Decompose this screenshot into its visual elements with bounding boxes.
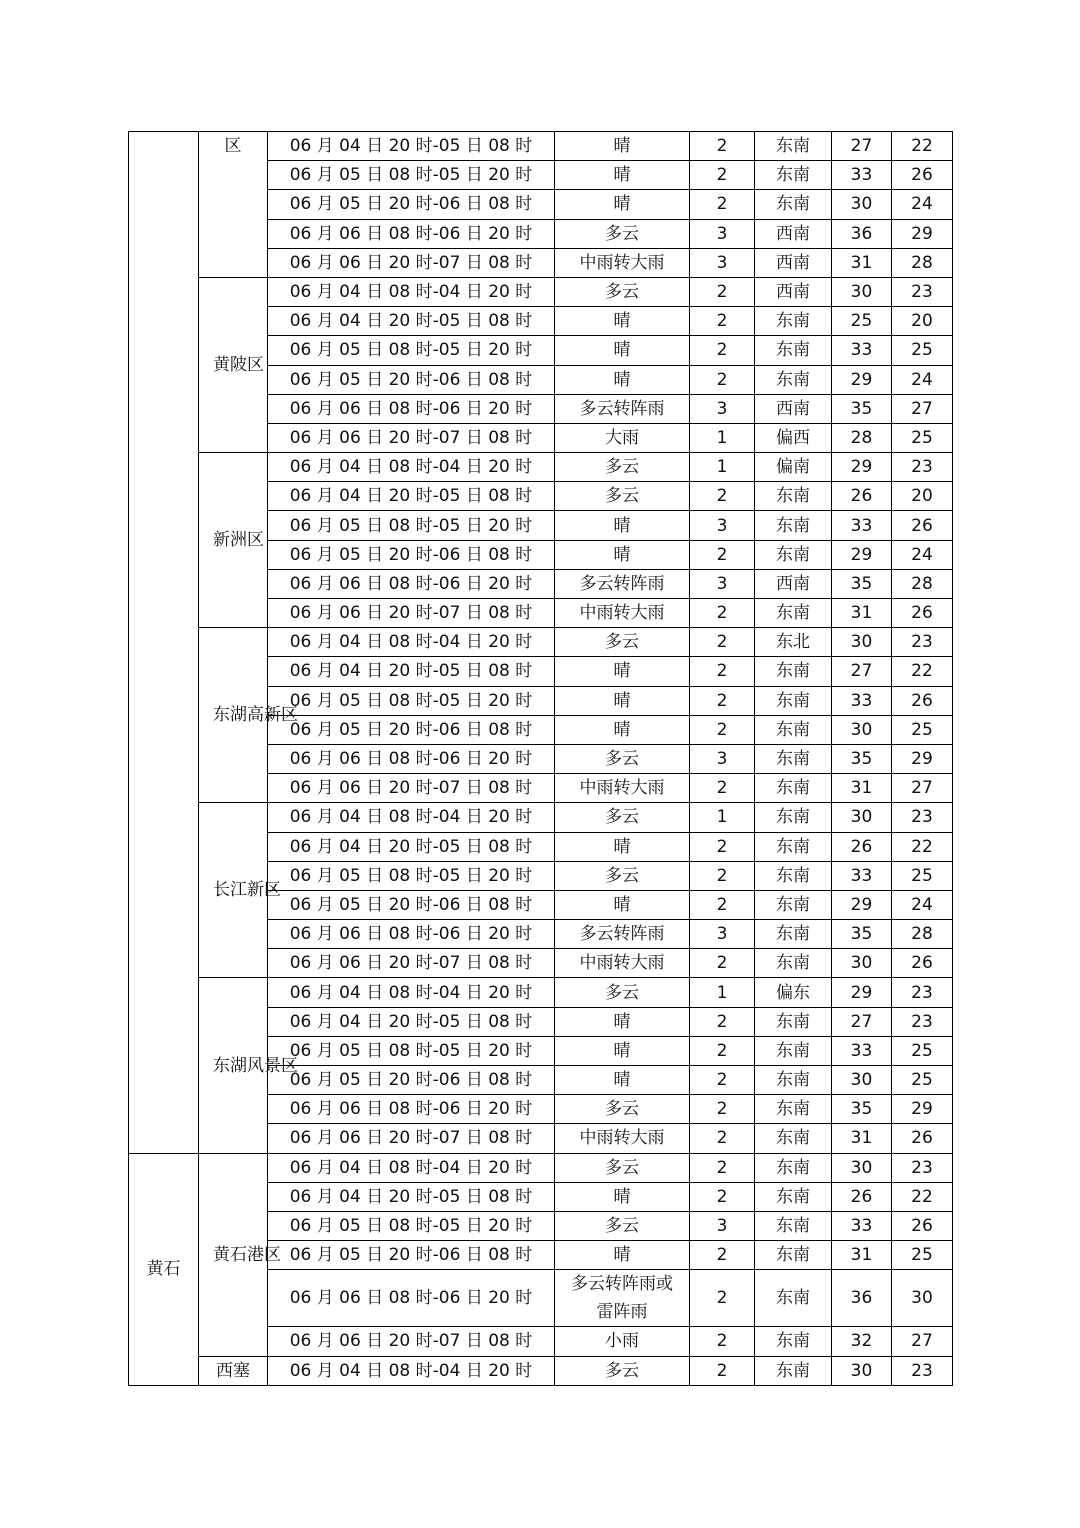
max-temp-cell: 35 [832, 920, 892, 949]
wind-level-cell: 2 [690, 657, 755, 686]
wind-direction-cell: 东南 [755, 832, 832, 861]
period-cell: 06 月 04 日 08 时-04 日 20 时 [268, 1356, 555, 1385]
min-temp-cell: 27 [892, 1327, 953, 1356]
period-cell: 06 月 06 日 08 时-06 日 20 时 [268, 1095, 555, 1124]
wind-direction-cell: 东南 [755, 1241, 832, 1270]
max-temp-cell: 33 [832, 686, 892, 715]
max-temp-cell: 29 [832, 540, 892, 569]
period-cell: 06 月 04 日 20 时-05 日 08 时 [268, 832, 555, 861]
wind-level-cell: 2 [690, 599, 755, 628]
min-temp-cell: 28 [892, 248, 953, 277]
period-cell: 06 月 06 日 08 时-06 日 20 时 [268, 219, 555, 248]
min-temp-cell: 25 [892, 1036, 953, 1065]
weather-cell: 晴 [555, 161, 690, 190]
period-cell: 06 月 05 日 20 时-06 日 08 时 [268, 1241, 555, 1270]
period-cell: 06 月 05 日 08 时-05 日 20 时 [268, 1211, 555, 1240]
wind-level-cell: 2 [690, 1270, 755, 1327]
weather-cell: 大雨 [555, 423, 690, 452]
forecast-table-body [129, 132, 953, 1386]
wind-level-cell: 2 [690, 686, 755, 715]
min-temp-cell: 27 [892, 774, 953, 803]
wind-level-cell: 2 [690, 132, 755, 161]
weather-cell: 多云 [555, 978, 690, 1007]
wind-level-cell: 1 [690, 978, 755, 1007]
period-cell: 06 月 04 日 20 时-05 日 08 时 [268, 1007, 555, 1036]
max-temp-cell: 29 [832, 453, 892, 482]
min-temp-cell: 27 [892, 394, 953, 423]
period-cell: 06 月 06 日 08 时-06 日 20 时 [268, 920, 555, 949]
max-temp-cell: 30 [832, 715, 892, 744]
wind-direction-cell: 东南 [755, 132, 832, 161]
weather-cell: 晴 [555, 1182, 690, 1211]
district-name: 长江新区 [213, 880, 281, 901]
weather-cell: 多云 [555, 744, 690, 773]
weather-cell: 晴 [555, 686, 690, 715]
min-temp-cell: 22 [892, 132, 953, 161]
weather-cell: 多云 [555, 1153, 690, 1182]
district-name: 黄陂区 [213, 355, 264, 375]
period-cell: 06 月 06 日 20 时-07 日 08 时 [268, 1124, 555, 1153]
period-cell: 06 月 05 日 20 时-06 日 08 时 [268, 365, 555, 394]
wind-direction-cell: 西南 [755, 219, 832, 248]
period-cell: 06 月 04 日 20 时-05 日 08 时 [268, 1182, 555, 1211]
weather-cell: 多云 [555, 482, 690, 511]
weather-cell: 晴 [555, 1066, 690, 1095]
wind-level-cell: 3 [690, 1211, 755, 1240]
weather-cell: 多云 [555, 1095, 690, 1124]
period-cell: 06 月 05 日 20 时-06 日 08 时 [268, 890, 555, 919]
weather-cell: 多云 [555, 628, 690, 657]
max-temp-cell: 31 [832, 774, 892, 803]
period-cell: 06 月 04 日 08 时-04 日 20 时 [268, 1153, 555, 1182]
min-temp-cell: 24 [892, 540, 953, 569]
weather-cell: 晴 [555, 540, 690, 569]
period-cell: 06 月 06 日 20 时-07 日 08 时 [268, 423, 555, 452]
wind-direction-cell: 东南 [755, 1182, 832, 1211]
min-temp-cell: 25 [892, 861, 953, 890]
wind-direction-cell: 偏南 [755, 453, 832, 482]
wind-level-cell: 1 [690, 423, 755, 452]
wind-level-cell: 2 [690, 890, 755, 919]
min-temp-cell: 25 [892, 1066, 953, 1095]
min-temp-cell: 22 [892, 832, 953, 861]
min-temp-cell: 28 [892, 569, 953, 598]
weather-cell: 晴 [555, 1036, 690, 1065]
wind-direction-cell: 东南 [755, 1211, 832, 1240]
wind-level-cell: 2 [690, 715, 755, 744]
min-temp-cell: 26 [892, 686, 953, 715]
period-cell: 06 月 04 日 20 时-05 日 08 时 [268, 132, 555, 161]
wind-level-cell: 1 [690, 803, 755, 832]
district-name: 新洲区 [213, 530, 264, 551]
period-cell: 06 月 05 日 08 时-05 日 20 时 [268, 1036, 555, 1065]
district-cell [199, 277, 268, 452]
table-row [129, 803, 953, 832]
wind-direction-cell: 东南 [755, 1036, 832, 1065]
max-temp-cell: 31 [832, 1124, 892, 1153]
wind-direction-cell: 东南 [755, 161, 832, 190]
period-cell: 06 月 06 日 08 时-06 日 20 时 [268, 394, 555, 423]
weather-cell: 晴 [555, 336, 690, 365]
wind-level-cell: 3 [690, 219, 755, 248]
weather-cell: 晴 [555, 511, 690, 540]
weather-cell: 中雨转大雨 [555, 1124, 690, 1153]
period-cell: 06 月 05 日 08 时-05 日 20 时 [268, 336, 555, 365]
wind-direction-cell: 东南 [755, 1066, 832, 1095]
max-temp-cell: 31 [832, 248, 892, 277]
min-temp-cell: 25 [892, 336, 953, 365]
wind-level-cell: 3 [690, 920, 755, 949]
min-temp-cell: 23 [892, 628, 953, 657]
table-row [129, 132, 953, 161]
weather-cell: 中雨转大雨 [555, 248, 690, 277]
min-temp-cell: 29 [892, 1095, 953, 1124]
period-cell: 06 月 06 日 20 时-07 日 08 时 [268, 774, 555, 803]
min-temp-cell: 22 [892, 657, 953, 686]
min-temp-cell: 26 [892, 511, 953, 540]
max-temp-cell: 29 [832, 365, 892, 394]
wind-direction-cell: 东南 [755, 336, 832, 365]
weather-cell: 中雨转大雨 [555, 949, 690, 978]
wind-direction-cell: 东南 [755, 1356, 832, 1385]
period-cell: 06 月 04 日 08 时-04 日 20 时 [268, 978, 555, 1007]
period-cell: 06 月 04 日 20 时-05 日 08 时 [268, 307, 555, 336]
district-cell [199, 978, 298, 1153]
weather-cell: 多云转阵雨或 雷阵雨 [555, 1270, 690, 1327]
wind-level-cell: 2 [690, 1007, 755, 1036]
wind-direction-cell: 东南 [755, 1270, 832, 1327]
period-cell: 06 月 04 日 08 时-04 日 20 时 [268, 453, 555, 482]
min-temp-cell: 23 [892, 1356, 953, 1385]
max-temp-cell: 30 [832, 628, 892, 657]
wind-direction-cell: 西南 [755, 277, 832, 306]
weather-cell: 多云 [555, 1356, 690, 1385]
wind-level-cell: 3 [690, 744, 755, 773]
weather-cell: 多云转阵雨 [555, 569, 690, 598]
max-temp-cell: 29 [832, 890, 892, 919]
period-cell: 06 月 06 日 08 时-06 日 20 时 [268, 1270, 555, 1327]
max-temp-cell: 30 [832, 1153, 892, 1182]
wind-direction-cell: 西南 [755, 569, 832, 598]
district-name: 黄石港区 [213, 1244, 281, 1265]
period-cell: 06 月 04 日 20 时-05 日 08 时 [268, 657, 555, 686]
max-temp-cell: 27 [832, 1007, 892, 1036]
district-name: 东湖风景区 [213, 1055, 298, 1076]
weather-cell: 晴 [555, 832, 690, 861]
max-temp-cell: 33 [832, 336, 892, 365]
max-temp-cell: 35 [832, 744, 892, 773]
wind-level-cell: 2 [690, 307, 755, 336]
weather-cell: 晴 [555, 715, 690, 744]
district-cell [199, 628, 298, 803]
table-row [129, 1153, 953, 1182]
min-temp-cell: 28 [892, 920, 953, 949]
wind-level-cell: 2 [690, 628, 755, 657]
wind-direction-cell: 东南 [755, 890, 832, 919]
max-temp-cell: 25 [832, 307, 892, 336]
wind-level-cell: 2 [690, 1036, 755, 1065]
weather-cell: 晴 [555, 307, 690, 336]
wind-level-cell: 2 [690, 1095, 755, 1124]
weather-cell: 多云转阵雨 [555, 920, 690, 949]
period-cell: 06 月 04 日 20 时-05 日 08 时 [268, 482, 555, 511]
wind-level-cell: 2 [690, 1241, 755, 1270]
min-temp-cell: 25 [892, 423, 953, 452]
min-temp-cell: 29 [892, 744, 953, 773]
wind-direction-cell: 东南 [755, 307, 832, 336]
wind-direction-cell: 偏东 [755, 978, 832, 1007]
district-name: 区 [224, 136, 242, 156]
table-row [129, 978, 953, 1007]
max-temp-cell: 33 [832, 1036, 892, 1065]
min-temp-cell: 23 [892, 1007, 953, 1036]
table-row [129, 453, 953, 482]
max-temp-cell: 36 [832, 219, 892, 248]
district-cell [199, 132, 268, 278]
wind-level-cell: 2 [690, 1327, 755, 1356]
wind-level-cell: 2 [690, 1124, 755, 1153]
wind-level-cell: 2 [690, 336, 755, 365]
wind-direction-cell: 西南 [755, 394, 832, 423]
period-cell: 06 月 06 日 20 时-07 日 08 时 [268, 949, 555, 978]
period-cell: 06 月 04 日 08 时-04 日 20 时 [268, 803, 555, 832]
min-temp-cell: 23 [892, 1153, 953, 1182]
weather-cell: 晴 [555, 132, 690, 161]
wind-direction-cell: 东南 [755, 949, 832, 978]
wind-direction-cell: 东南 [755, 1007, 832, 1036]
max-temp-cell: 31 [832, 1241, 892, 1270]
max-temp-cell: 30 [832, 1356, 892, 1385]
wind-level-cell: 2 [690, 1182, 755, 1211]
weather-cell: 多云 [555, 219, 690, 248]
period-cell: 06 月 05 日 08 时-05 日 20 时 [268, 686, 555, 715]
max-temp-cell: 26 [832, 482, 892, 511]
period-cell: 06 月 05 日 08 时-05 日 20 时 [268, 861, 555, 890]
weather-cell: 晴 [555, 365, 690, 394]
max-temp-cell: 28 [832, 423, 892, 452]
max-temp-cell: 30 [832, 803, 892, 832]
period-cell: 06 月 05 日 20 时-06 日 08 时 [268, 1066, 555, 1095]
max-temp-cell: 26 [832, 832, 892, 861]
weather-cell: 中雨转大雨 [555, 599, 690, 628]
district-cell [199, 453, 268, 628]
weather-cell: 晴 [555, 190, 690, 219]
weather-cell: 多云 [555, 861, 690, 890]
period-cell: 06 月 06 日 20 时-07 日 08 时 [268, 248, 555, 277]
wind-direction-cell: 西南 [755, 248, 832, 277]
table-row [129, 277, 953, 306]
max-temp-cell: 33 [832, 161, 892, 190]
max-temp-cell: 30 [832, 949, 892, 978]
min-temp-cell: 29 [892, 219, 953, 248]
min-temp-cell: 23 [892, 978, 953, 1007]
period-cell: 06 月 05 日 08 时-05 日 20 时 [268, 511, 555, 540]
min-temp-cell: 30 [892, 1270, 953, 1327]
wind-level-cell: 2 [690, 1066, 755, 1095]
wind-level-cell: 2 [690, 832, 755, 861]
wind-direction-cell: 东南 [755, 599, 832, 628]
weather-cell: 多云 [555, 803, 690, 832]
max-temp-cell: 33 [832, 511, 892, 540]
wind-direction-cell: 偏西 [755, 423, 832, 452]
max-temp-cell: 30 [832, 277, 892, 306]
max-temp-cell: 33 [832, 861, 892, 890]
weather-cell: 多云 [555, 1211, 690, 1240]
wind-level-cell: 2 [690, 277, 755, 306]
wind-direction-cell: 东南 [755, 540, 832, 569]
min-temp-cell: 23 [892, 803, 953, 832]
district-name: 西塞 [216, 1360, 250, 1381]
min-temp-cell: 26 [892, 949, 953, 978]
max-temp-cell: 27 [832, 657, 892, 686]
wind-level-cell: 2 [690, 161, 755, 190]
max-temp-cell: 35 [832, 1095, 892, 1124]
min-temp-cell: 23 [892, 277, 953, 306]
wind-direction-cell: 东南 [755, 365, 832, 394]
wind-level-cell: 2 [690, 861, 755, 890]
min-temp-cell: 22 [892, 1182, 953, 1211]
min-temp-cell: 23 [892, 453, 953, 482]
wind-direction-cell: 东南 [755, 1327, 832, 1356]
wind-direction-cell: 东南 [755, 1095, 832, 1124]
wind-direction-cell: 东南 [755, 744, 832, 773]
wind-level-cell: 2 [690, 365, 755, 394]
wind-direction-cell: 东南 [755, 1124, 832, 1153]
period-cell: 06 月 06 日 08 时-06 日 20 时 [268, 569, 555, 598]
wind-level-cell: 3 [690, 569, 755, 598]
max-temp-cell: 31 [832, 599, 892, 628]
min-temp-cell: 24 [892, 890, 953, 919]
weather-cell: 多云 [555, 453, 690, 482]
district-cell [199, 1356, 268, 1385]
max-temp-cell: 33 [832, 1211, 892, 1240]
wind-direction-cell: 东南 [755, 715, 832, 744]
wind-direction-cell: 东南 [755, 774, 832, 803]
wind-direction-cell: 东南 [755, 511, 832, 540]
wind-direction-cell: 东南 [755, 686, 832, 715]
period-cell: 06 月 05 日 20 时-06 日 08 时 [268, 190, 555, 219]
max-temp-cell: 30 [832, 1066, 892, 1095]
min-temp-cell: 26 [892, 599, 953, 628]
period-cell: 06 月 05 日 08 时-05 日 20 时 [268, 161, 555, 190]
max-temp-cell: 32 [832, 1327, 892, 1356]
district-cell [199, 1153, 281, 1356]
max-temp-cell: 29 [832, 978, 892, 1007]
wind-level-cell: 3 [690, 511, 755, 540]
wind-direction-cell: 东南 [755, 803, 832, 832]
wind-level-cell: 2 [690, 949, 755, 978]
max-temp-cell: 27 [832, 132, 892, 161]
table-row [129, 1356, 953, 1385]
wind-level-cell: 2 [690, 482, 755, 511]
wind-direction-cell: 东北 [755, 628, 832, 657]
max-temp-cell: 35 [832, 394, 892, 423]
min-temp-cell: 25 [892, 715, 953, 744]
forecast-table [128, 131, 953, 1386]
city-cell: 黄石 [129, 1153, 199, 1385]
city-cell [129, 132, 199, 1154]
weather-cell: 小雨 [555, 1327, 690, 1356]
wind-level-cell: 2 [690, 190, 755, 219]
min-temp-cell: 24 [892, 365, 953, 394]
period-cell: 06 月 06 日 20 时-07 日 08 时 [268, 599, 555, 628]
period-cell: 06 月 04 日 08 时-04 日 20 时 [268, 277, 555, 306]
max-temp-cell: 30 [832, 190, 892, 219]
weather-cell: 多云转阵雨 [555, 394, 690, 423]
table-row [129, 628, 953, 657]
weather-cell: 中雨转大雨 [555, 774, 690, 803]
wind-direction-cell: 东南 [755, 861, 832, 890]
period-cell: 06 月 06 日 20 时-07 日 08 时 [268, 1327, 555, 1356]
wind-level-cell: 2 [690, 1356, 755, 1385]
period-cell: 06 月 04 日 08 时-04 日 20 时 [268, 628, 555, 657]
max-temp-cell: 35 [832, 569, 892, 598]
min-temp-cell: 24 [892, 190, 953, 219]
weather-cell: 多云 [555, 277, 690, 306]
wind-level-cell: 2 [690, 774, 755, 803]
weather-cell: 晴 [555, 657, 690, 686]
min-temp-cell: 20 [892, 307, 953, 336]
min-temp-cell: 20 [892, 482, 953, 511]
wind-level-cell: 2 [690, 1153, 755, 1182]
weather-cell: 晴 [555, 1007, 690, 1036]
wind-level-cell: 3 [690, 248, 755, 277]
district-cell [199, 803, 281, 978]
wind-direction-cell: 东南 [755, 920, 832, 949]
max-temp-cell: 36 [832, 1270, 892, 1327]
weather-cell: 晴 [555, 890, 690, 919]
min-temp-cell: 25 [892, 1241, 953, 1270]
wind-level-cell: 3 [690, 394, 755, 423]
max-temp-cell: 26 [832, 1182, 892, 1211]
wind-direction-cell: 东南 [755, 657, 832, 686]
period-cell: 06 月 06 日 08 时-06 日 20 时 [268, 744, 555, 773]
period-cell: 06 月 05 日 20 时-06 日 08 时 [268, 715, 555, 744]
district-name: 东湖高新区 [213, 705, 298, 726]
wind-direction-cell: 东南 [755, 190, 832, 219]
wind-level-cell: 2 [690, 540, 755, 569]
wind-level-cell: 1 [690, 453, 755, 482]
wind-direction-cell: 东南 [755, 1153, 832, 1182]
weather-cell: 晴 [555, 1241, 690, 1270]
min-temp-cell: 26 [892, 161, 953, 190]
min-temp-cell: 26 [892, 1124, 953, 1153]
min-temp-cell: 26 [892, 1211, 953, 1240]
wind-direction-cell: 东南 [755, 482, 832, 511]
period-cell: 06 月 05 日 20 时-06 日 08 时 [268, 540, 555, 569]
